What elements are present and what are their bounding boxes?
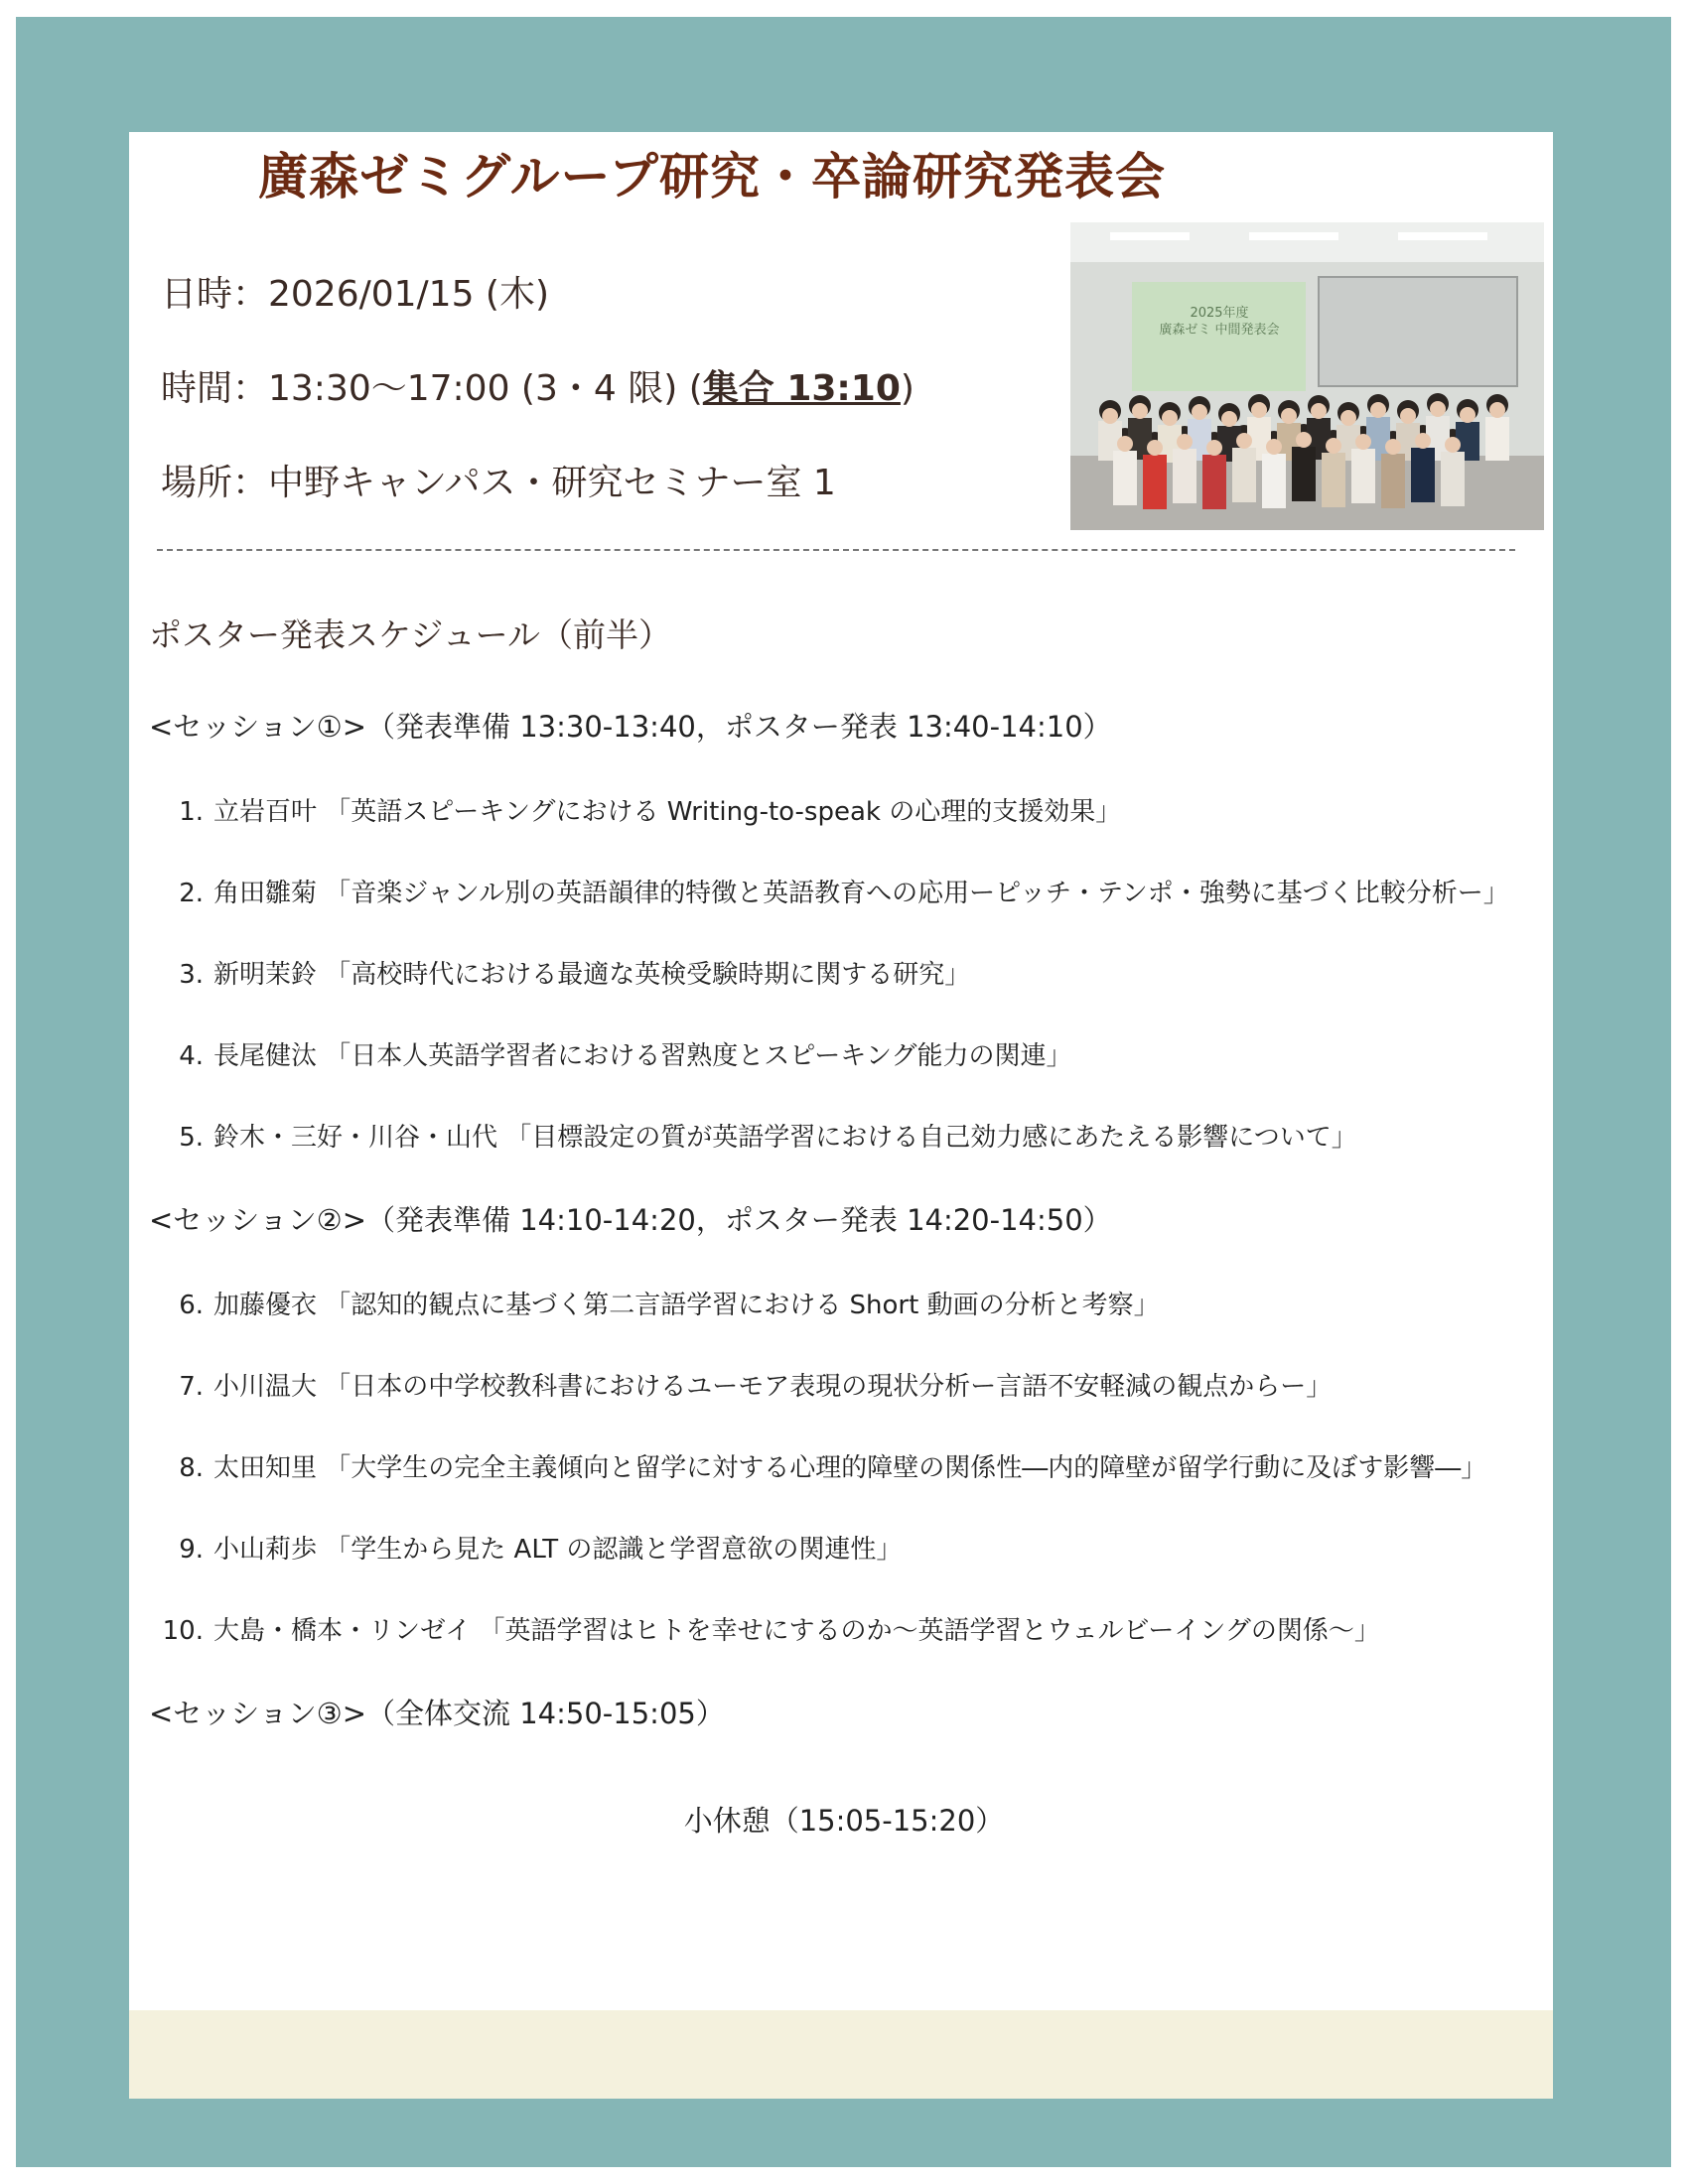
item-text: 新明茉鈴 「高校時代における最適な英検受験時期に関する研究」: [213, 960, 971, 990]
item-text: 太田知里 「大学生の完全主義傾向と留学に対する心理的障壁の関係性―内的障壁が留学行動に及ぼす影響―」: [213, 1453, 1487, 1483]
list-item: [149, 1366, 1332, 1403]
date-line: 日時：2026/01/15 (木): [161, 274, 550, 315]
break-notice: 小休憩（15:05-15:20）: [683, 1804, 1005, 1838]
item-number: 10.: [162, 1616, 204, 1646]
item-text: 立岩百叶 「英語スピーキングにおける Writing-to-speak の心理的支援効果」: [213, 797, 1122, 827]
group-photo: [1070, 222, 1544, 530]
item-text: 小山莉歩 「学生から見た ALT の認識と学習意欲の関連性」: [213, 1535, 903, 1565]
item-text: 加藤優衣 「認知的観点に基づく第二言語学習における Short 動画の分析と考察」: [213, 1291, 1160, 1320]
item-text: 鈴木・三好・川谷・山代 「目標設定の質が英語学習における自己効力感にあたえる影響について」: [213, 1123, 1357, 1153]
time-line: [161, 360, 914, 411]
time-close: ): [900, 368, 914, 409]
item-number: 1.: [179, 797, 204, 827]
session-2-header: <セッション②>（発表準備 14:10-14:20，ポスター発表 14:20-14:50）: [149, 1203, 1112, 1237]
item-number: 2.: [179, 879, 204, 908]
list-item: [149, 1117, 1357, 1154]
screen-line-1: 2025年度: [1190, 306, 1249, 321]
meeting-time: 集合 13:10: [702, 368, 901, 409]
list-item: [149, 791, 1121, 828]
item-text: 長尾健汰 「日本人英語学習者における習熟度とスピーキング能力の関連」: [213, 1041, 1072, 1071]
screen-line-2: 廣森ゼミ 中間発表会: [1159, 323, 1280, 338]
item-number: 3.: [179, 960, 204, 990]
place-line: 場所：中野キャンパス・研究セミナー室 1: [161, 463, 836, 503]
item-number: 6.: [179, 1291, 204, 1320]
item-number: 8.: [179, 1453, 204, 1483]
session-3-header: <セッション③>（全体交流 14:50-15:05）: [149, 1697, 725, 1730]
item-text: 角田雛菊 「音楽ジャンル別の英語韻律的特徴と英語教育への応用ーピッチ・テンポ・強勢に基づく比較分析ー」: [213, 879, 1509, 908]
list-item: [149, 1610, 1380, 1647]
list-item: [149, 1447, 1486, 1484]
item-text: 大島・橋本・リンゼイ 「英語学習はヒトを幸せにするのか～英語学習とウェルビーイングの関係～」: [213, 1616, 1380, 1646]
list-item: [149, 1529, 902, 1566]
session-1-header: <セッション①>（発表準備 13:30-13:40，ポスター発表 13:40-14:10）: [149, 710, 1112, 744]
page-title: 廣森ゼミグループ研究・卒論研究発表会: [258, 148, 1166, 205]
list-item: [149, 873, 1509, 909]
item-text: 小川温大 「日本の中学校教科書におけるユーモア表現の現状分析ー言語不安軽減の観点からー」: [213, 1372, 1333, 1402]
footer-band: [129, 2010, 1553, 2099]
item-number: 5.: [179, 1123, 204, 1153]
item-number: 9.: [179, 1535, 204, 1565]
list-item: [149, 1035, 1071, 1072]
time-text: 時間：13:30～17:00 (3・4 限) (: [161, 368, 703, 409]
list-item: [149, 954, 970, 991]
item-number: 7.: [179, 1372, 204, 1402]
item-number: 4.: [179, 1041, 204, 1071]
dashed-divider: [157, 549, 1515, 551]
schedule-heading: ポスター発表スケジュール（前半）: [149, 615, 672, 654]
list-item: [149, 1285, 1160, 1321]
